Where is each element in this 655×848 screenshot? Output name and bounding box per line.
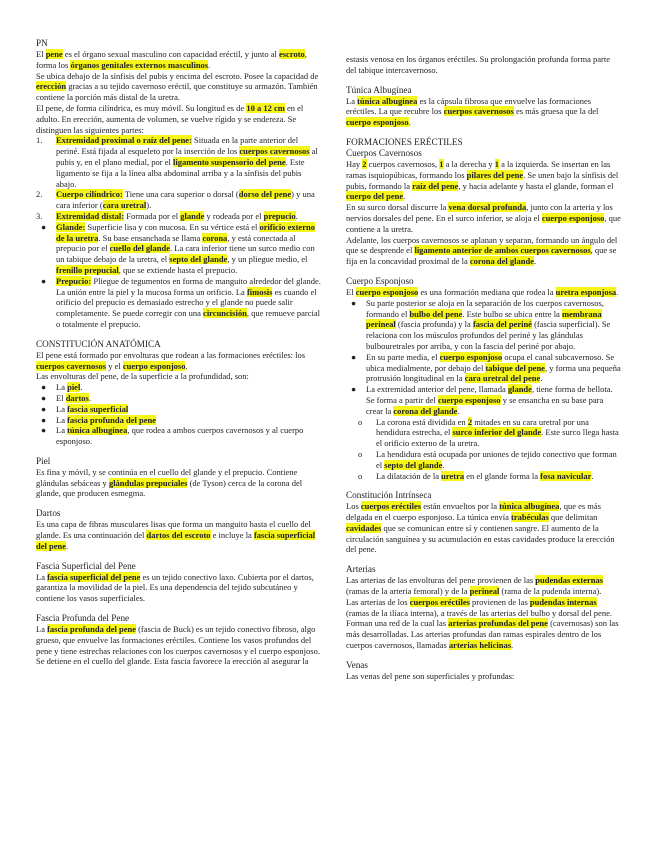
bullet-text: Prepucio: Pliegue de tegumentos en forma de manguito alrededor del glande. La unión entre la piel y la mucosa forma un orificio. La fimosis es cuando el orificio del prepucio es demasiado estrecho y el glande no puede salir completamente. Se puede corregir con una circuncisión, que remueve parcial o totalmente el prepucio. (56, 275, 321, 329)
cavernosos-paragraph-2: En su surco dorsal discurre la vena dorsal profunda, junto con la arteria y los nervios dorsales del pene. En el surco inferior, se aloja el cuerpo esponjoso, que contiene a la uretra. (346, 202, 621, 234)
highlighted-term: pudendas internas (529, 596, 597, 607)
prepucio-bullet (36, 276, 322, 330)
highlighted-term: cuello del glande (109, 243, 171, 254)
highlighted-term: arterias profundas del pene (448, 618, 548, 629)
highlighted-term: Extremidad distal: (56, 210, 125, 221)
highlighted-term: septo del glande (169, 254, 228, 265)
part-number: 3. (36, 210, 43, 221)
highlighted-term: cara uretral del pene (464, 373, 541, 384)
subheading-venas: Venas (346, 659, 368, 670)
highlighted-term: uretra (441, 470, 465, 481)
venas-paragraph: Las venas del pene son superficiales y profundas: (346, 670, 515, 681)
highlighted-term: cara uretral (102, 200, 147, 211)
highlighted-term: fascia profunda del pene (67, 414, 156, 425)
arterias-paragraph-2: Las arterias de los cuerpos eréctiles provienen de las pudendas internas (ramas de la ilíaca interna), a través de las arterias del bulbo y dorsal del pene. Forman una red de la cual las arterias profundas del pene (cavernosas) son las más desarrolladas. Las arterias profundas dan ramas espirales dentro de los cuerpos cavernosos, llamadas arterias helicinas. (346, 596, 619, 651)
part-number: 2. (36, 189, 43, 200)
esponjoso-bullet: ● La extremidad anterior del pene, llamada glande, tiene forma de bellota. Se forma a partir del cuerpo esponjoso y se ensancha en su base para crear la corona del glande. (351, 384, 613, 416)
highlighted-term: fimosis (246, 286, 273, 297)
part-item-3 (36, 211, 322, 222)
highlighted-term: glándulas prepuciales (108, 477, 188, 488)
continued-paragraph: estasis venosa en los órganos eréctiles. Su prolongación profunda forma parte del tabique intercavernoso. (346, 54, 610, 75)
highlighted-term: cuerpo esponjoso (541, 212, 605, 223)
highlighted-term: cuerpo del pene (346, 191, 404, 202)
section-heading-formaciones: FORMACIONES ERÉCTILES (346, 136, 463, 147)
highlighted-term: 1 (494, 158, 499, 169)
highlighted-term: piel (67, 382, 81, 393)
highlighted-term: dorso del pene (238, 189, 292, 200)
highlighted-term: frenillo prepucial (56, 264, 119, 275)
part-text: Cuerpo cilíndrico: Tiene una cara superior o dorsal (dorso del pene) y una cara inferior (cara uretral). (56, 189, 315, 211)
highlighted-term: cuerpos cavernosos (36, 360, 107, 371)
highlighted-term: fascia superficial del pene (47, 571, 141, 582)
highlighted-term: órganos genitales externos masculinos (70, 59, 209, 70)
layer-item: ● La piel. (36, 382, 322, 393)
layer-text: La fascia profunda del pene (56, 414, 156, 425)
highlighted-term: Glande: (56, 221, 86, 232)
highlighted-term: bulbo del pene (409, 308, 463, 319)
subheading-cuerpo-esponjoso: Cuerpo Esponjoso (346, 275, 414, 286)
layer-item: ● La fascia superficial (36, 404, 322, 415)
highlighted-term: cuerpo esponjoso (439, 351, 503, 362)
cavernosos-paragraph-1: Hay 2 cuerpos cavernosos, 1 a la derecha y 1 a la izquierda. Se insertan en las ramas isquiopúbicas, formando los pilares del pene. Se unen bajo la sínfisis del pubis, formando la raíz del pene, y hacia adelante y hasta el glande, forman el cuerpo del pene. (346, 158, 619, 202)
layer-item: ● La fascia profunda del pene (36, 415, 322, 426)
bullet-text: Glande: Superficie lisa y con mucosa. En su vértice está el orificio externo de la uretra. Su base ensanchada se llama corona, y está conectada al prepucio por el cuello del glande. La cara inferior tiene un surco medio con un tabique debajo de la uretra, el septo del glande, y un pliegue medio, el frenillo prepucial, que se extiende hasta el prepucio. (56, 221, 315, 275)
highlighted-term: cuerpo esponjoso (437, 394, 501, 405)
esponjoso-paragraph: El cuerpo esponjoso es una formación mediana que rodea la uretra esponjosa. (346, 286, 619, 297)
highlighted-term: cuerpo esponjoso (122, 360, 186, 371)
highlighted-term: túnica albugínea (499, 501, 560, 512)
highlighted-term: cuerpo esponjoso (346, 117, 409, 128)
tunica-paragraph: La túnica albugínea es la cápsula fibrosa que envuelve las formaciones eréctiles. La que recubre los cuerpos cavernosos es más gruesa que la del cuerpo esponjoso. (346, 95, 599, 128)
highlighted-term: tabique del pene (485, 362, 545, 373)
dartos-paragraph: Es una capa de fibras musculares lisas que forma un manguito hasta el cuello del glande. Es una continuación del dartos del escroto e incluye la fascia superficial del pene. (36, 519, 316, 551)
part-item-2 (36, 189, 322, 211)
subheading-fascia-profunda: Fascia Profunda del Pene (36, 613, 130, 624)
intro-paragraph-3: El pene, de forma cilíndrica, es muy móvil. Su longitud es de 10 a 12 cm en el adulto. En erección, aumenta de volumen, se vuelve rígido y se endereza. Se distinguen las siguientes partes: (36, 102, 304, 135)
highlighted-term: prepucio (263, 210, 296, 221)
section-heading-constitucion: CONSTITUCIÓN ANATÓMICA (36, 338, 161, 349)
highlighted-term: pilares del pene (466, 169, 524, 180)
highlighted-term: arterias helicinas (448, 640, 512, 651)
highlighted-term: trabéculas (510, 512, 549, 523)
highlighted-term: vena dorsal profunda (448, 202, 527, 213)
highlighted-term: uretra esponjosa (555, 286, 617, 297)
glande-bullet (36, 222, 322, 276)
highlighted-term: raíz del pene (412, 180, 459, 191)
layer-text: La piel. (56, 382, 83, 393)
subheading-tunica: Túnica Albugínea (346, 84, 412, 95)
highlighted-term: glande (507, 384, 532, 395)
highlighted-term: membrana perineal (366, 308, 602, 330)
constitucion-paragraph: El pene está formado por envolturas que rodean a las formaciones eréctiles: los cuerpos cavernosos y el cuerpo esponjoso. (36, 349, 306, 371)
esponjoso-subbullet: o La corona está dividida en 2 mitades en su cara uretral por una hendidura estrecha, el surco inferior del glande. Este surco llega hasta el orificio externo de la uretra. (358, 416, 619, 449)
highlighted-term: corona del glande (469, 256, 534, 267)
highlighted-term: corona del glande (393, 405, 458, 416)
part-item-1 (36, 135, 322, 189)
highlighted-term: 10 a 12 cm (246, 102, 285, 113)
highlighted-term: pudendas externas (535, 575, 604, 586)
highlighted-term: fosa navicular (540, 470, 592, 481)
highlighted-term: corona (202, 232, 228, 243)
layer-item: ● La túnica albugínea, que rodea a ambos cuerpos cavernosos y al cuerpo esponjoso. (36, 425, 322, 447)
highlighted-term: cavidades (346, 522, 382, 533)
layer-text: La túnica albugínea, que rodea a ambos cuerpos cavernosos y al cuerpo esponjoso. (56, 425, 304, 447)
highlighted-term: 2 (467, 416, 473, 427)
highlighted-term: cuerpos cavernosos (443, 106, 514, 117)
intro-paragraph-2: Se ubica debajo de la sínfisis del pubis y encima del escroto. Posee la capacidad de erección gracias a su tejido cavernoso eréctil, que constituye su armazón. También contiene la porción más distal de la uretra. (36, 70, 319, 103)
highlighted-term: ligamento suspensorio del pene (173, 156, 286, 167)
highlighted-term: Extremidad proximal o raíz del pene: (56, 135, 192, 146)
part-number: 1. (36, 135, 43, 146)
fascia-superficial-paragraph: La fascia superficial del pene es un tejido conectivo laxo. Cubierta por el dartos, garantiza la movilidad de la piel. Es una dependencia del tejido subcutáneo y contiene los vasos superficiales. (36, 571, 314, 604)
fascia-profunda-paragraph: La fascia profunda del pene (fascia de Buck) es un tejido conectivo fibroso, algo grueso, que envuelve las formaciones eréctiles. Contiene los vasos profundos del pene y tiene estrechas relaciones con los cuerpos cavernosos y el cuerpo esponjoso. Se detiene en el cuello del glande. Esta fascia favorece la erección al asegurar la (36, 624, 320, 667)
highlighted-term: dartos del escroto (146, 530, 211, 541)
highlighted-term: cuerpos eréctiles (360, 501, 422, 512)
highlighted-term: Prepucio: (56, 275, 92, 286)
highlighted-term: túnica albugínea (357, 95, 418, 106)
layer-text: El dartos. (56, 392, 91, 403)
highlighted-term: septo del glande (384, 459, 443, 470)
left-column (36, 38, 322, 667)
subheading-fascia-superficial: Fascia Superficial del Pene (36, 560, 136, 571)
highlighted-term: ligamento anterior de ambos cuerpos cavernosos (414, 245, 591, 256)
highlighted-term: cuerpos eréctiles (409, 596, 470, 607)
highlighted-term: fascia del periné (472, 319, 532, 330)
highlighted-term: orificio externo de la uretra (56, 221, 315, 243)
right-column (346, 54, 621, 682)
highlighted-term: dartos (65, 392, 89, 403)
highlighted-term: perineal (469, 586, 500, 597)
esponjoso-bullet: ● Su parte posterior se aloja en la separación de los cuerpos cavernosos, formando el bulbo del pene. Este bulbo se ubica entre la membrana perineal (fascia profunda) y la fascia del periné (fascia superficial). Se relaciona con los músculos profundos del periné y las glándulas bulbouretrales por arriba, y con la fascia del periné por abajo. (351, 297, 611, 351)
constitucion-intrinseca-paragraph: Los cuerpos eréctiles están envueltos por la túnica albugínea, que es más delgada en el cuerpo esponjoso. La túnica envía trabéculas que delimitan cavidades que se comunican entre sí y contienen sangre. El aumento de la circulación sanguínea y su acumulación en estas cavidades produce la erección del pene. (346, 501, 615, 555)
highlighted-term: 2 (362, 158, 367, 169)
piel-paragraph: Es fina y móvil, y se continúa en el cuello del glande y el prepucio. Contiene glándulas sebáceas y glándulas prepuciales (de Tyson) cerca de la corona del glande, que producen esmegma. (36, 466, 303, 499)
part-text: Extremidad distal: Formada por el glande y rodeada por el prepucio. (56, 210, 298, 221)
layer-item: ● El dartos. (36, 393, 322, 404)
part-text: Extremidad proximal o raíz del pene: Situada en la parte anterior del periné. Está fijada al esqueleto por la inserción de los cuerpos cavernosos al pubis y, en el plano medial, por el ligamento suspensorio del pene. Este ligamento se fija a la línea alba abdominal arriba y a la sínfisis del pubis abajo. (56, 135, 318, 189)
cavernosos-paragraph-3: Adelante, los cuerpos cavernosos se aplanan y separan, formando un ángulo del que se desprende el ligamento anterior de ambos cuerpos cavernosos, que se fija en la concavidad proximal de la corona del glande. (346, 234, 618, 267)
layer-text: La fascia superficial (56, 403, 129, 414)
document-title: PN (36, 38, 48, 48)
highlighted-term: Cuerpo cilíndrico: (56, 189, 123, 200)
intro-paragraph: El pene es el órgano sexual masculino con capacidad eréctil, y junto al escroto, forma los órganos genitales externos masculinos. (36, 49, 307, 70)
bullet-marker: ● (41, 221, 47, 232)
subheading-piel: Piel (36, 455, 51, 466)
highlighted-term: cuerpo esponjoso (355, 286, 419, 297)
subheading-dartos: Dartos (36, 508, 61, 519)
highlighted-term: fascia superficial del pene (36, 530, 316, 551)
arterias-paragraph-1: Las arterias de las envolturas del pene provienen de las pudendas externas (ramas de la arteria femoral) y de la perineal (rama de la pudenda interna). (346, 575, 604, 597)
esponjoso-subbullet: o La dilatación de la uretra en el glande forma la fosa navicular. (358, 470, 594, 481)
highlighted-term: circuncisión (203, 308, 247, 319)
highlighted-term: erección (36, 81, 67, 92)
esponjoso-subbullet: o La hendidura está ocupada por uniones de tejido conectivo que forman el septo del glande. (358, 448, 617, 470)
highlighted-term: 1 (439, 158, 444, 169)
bullet-marker: ● (41, 275, 47, 286)
esponjoso-bullet: ● En su parte media, el cuerpo esponjoso ocupa el canal subcavernoso. Se ubica medialmente, por debajo del tabique del pene, y forma una pequeña protrusión longitudinal en la cara uretral del pene. (351, 351, 621, 384)
highlighted-term: fascia superficial (67, 403, 129, 414)
highlighted-term: cuerpos cavernosos (239, 146, 310, 157)
highlighted-term: surco inferior del glande (452, 427, 542, 438)
subheading-arterias: Arterias (346, 564, 376, 575)
envolturas-intro: Las envolturas del pene, de la superficie a la profundidad, son: (36, 371, 249, 382)
subheading-constitucion-intrinseca: Constitución Intrínseca (346, 490, 432, 501)
highlighted-term: túnica albugínea (67, 425, 128, 436)
highlighted-term: escroto (278, 49, 305, 59)
highlighted-term: pene (45, 49, 63, 59)
subheading-cuerpos-cavernosos: Cuerpos Cavernosos (346, 147, 422, 158)
highlighted-term: fascia profunda del pene (47, 624, 136, 635)
highlighted-term: glande (180, 210, 205, 221)
